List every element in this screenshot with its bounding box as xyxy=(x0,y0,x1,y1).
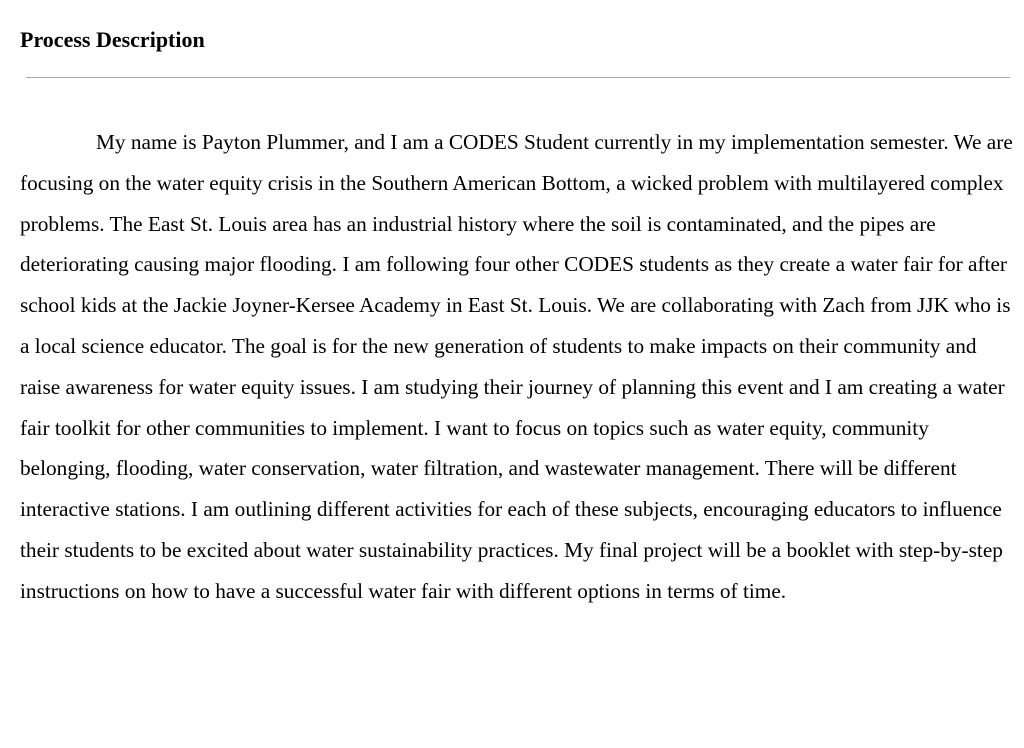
section-divider xyxy=(26,77,1010,78)
process-description-paragraph: My name is Payton Plummer, and I am a CODES Student currently in my implementation semester. We are focusing on the water equity crisis in the Southern American Bottom, a wicked problem with multilayered complex problems. The East St. Louis area has an industrial history where the soil is contaminated, and the pipes are deteriorating causing major flooding. I am following four other CODES students as they create a water fair for after school kids at the Jackie Joyner-Kersee Academy in East St. Louis. We are collaborating with Zach from JJK who is a local science educator. The goal is for the new generation of students to make impacts on their community and raise awareness for water equity issues. I am studying their journey of planning this event and I am creating a water fair toolkit for other communities to implement. I want to focus on topics such as water equity, community belonging, flooding, water conservation, water filtration, and wastewater management. There will be different interactive stations. I am outlining different activities for each of these subjects, encouraging educators to influence their students to be excited about water sustainability practices. My final project will be a booklet with step-by-step instructions on how to have a successful water fair with different options in terms of time. xyxy=(20,130,1013,603)
section-title: Process Description xyxy=(20,27,205,52)
